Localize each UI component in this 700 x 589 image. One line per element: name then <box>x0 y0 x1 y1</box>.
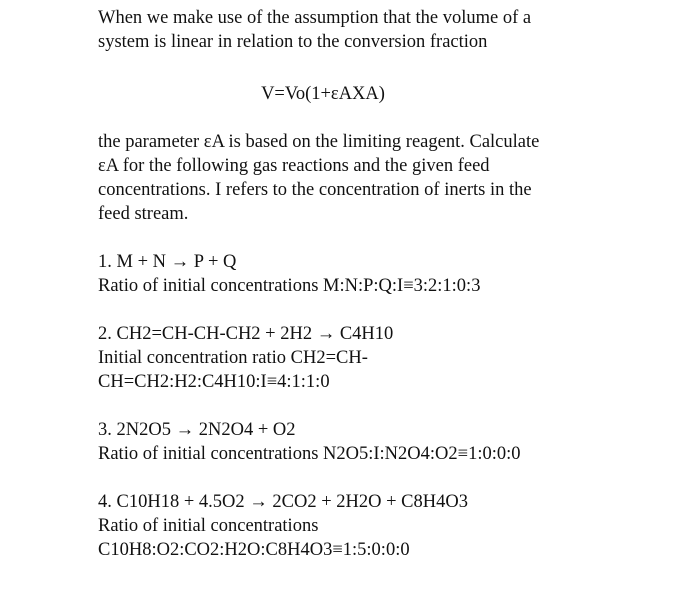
intro-line: system is linear in relation to the conversion fraction <box>98 32 488 52</box>
concentration-ratio: CH=CH2:H2:C4H10:I≡4:1:1:0 <box>98 372 330 392</box>
volume-equation: V=Vo(1+εAXA) <box>261 84 385 104</box>
reaction-equation: 1. M + N → P + Q <box>98 252 237 272</box>
reaction-equation: 4. C10H18 + 4.5O2 → 2CO2 + 2H2O + C8H4O3 <box>98 492 468 512</box>
problem-list <box>98 250 598 562</box>
problem-3 <box>98 418 598 466</box>
reaction-equation: 3. 2N2O5 → 2N2O4 + O2 <box>98 420 296 440</box>
parameter-line: εA for the following gas reactions and the given feed <box>98 156 490 176</box>
problem-4 <box>98 490 598 562</box>
concentration-ratio: Initial concentration ratio CH2=CH- <box>98 348 368 368</box>
parameter-paragraph <box>98 130 598 226</box>
problem-1 <box>98 250 598 298</box>
concentration-ratio: Ratio of initial concentrations M:N:P:Q:I≡3:2:1:0:3 <box>98 276 481 296</box>
reaction-equation: 2. CH2=CH-CH-CH2 + 2H2 → C4H10 <box>98 324 394 344</box>
intro-paragraph <box>98 6 598 54</box>
problem-2 <box>98 322 598 394</box>
parameter-line: feed stream. <box>98 204 189 224</box>
concentration-ratio: C10H8:O2:CO2:H2O:C8H4O3≡1:5:0:0:0 <box>98 540 410 560</box>
concentration-ratio: Ratio of initial concentrations <box>98 516 319 536</box>
concentration-ratio: Ratio of initial concentrations N2O5:I:N2O4:O2≡1:0:0:0 <box>98 444 521 464</box>
document-body <box>98 6 598 562</box>
intro-line: When we make use of the assumption that the volume of a <box>98 8 532 28</box>
parameter-line: concentrations. I refers to the concentration of inerts in the <box>98 180 532 200</box>
parameter-line: the parameter εA is based on the limiting reagent. Calculate <box>98 132 540 152</box>
